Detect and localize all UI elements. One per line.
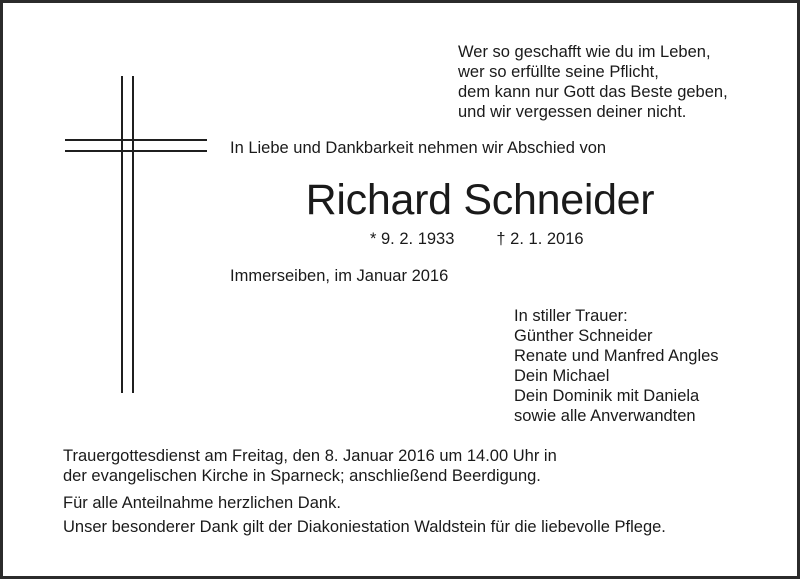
mourner-name: Dein Dominik mit Daniela — [514, 387, 700, 405]
thanks-line: Für alle Anteilnahme herzlichen Dank. — [63, 494, 341, 512]
life-dates — [370, 229, 584, 249]
intro-text: In Liebe und Dankbarkeit nehmen wir Abschied von — [230, 139, 607, 157]
death-date: † 2. 1. 2016 — [496, 230, 584, 248]
mourner-name: Dein Michael — [514, 367, 610, 385]
poem-line: wer so erfüllte seine Pflicht, — [458, 63, 659, 81]
funeral-service-info — [63, 446, 557, 486]
memorial-poem — [458, 42, 728, 122]
mourner-name: sowie alle Anverwandten — [514, 407, 696, 425]
cross-icon — [65, 76, 207, 393]
poem-line: Wer so geschafft wie du im Leben, — [458, 43, 711, 61]
poem-line: und wir vergessen deiner nicht. — [458, 103, 687, 121]
mourners-heading: In stiller Trauer: — [514, 307, 628, 325]
mourner-name: Renate und Manfred Angles — [514, 347, 719, 365]
place-date: Immerseiben, im Januar 2016 — [230, 267, 449, 285]
mourner-name: Günther Schneider — [514, 327, 653, 345]
thanks-line: Unser besonderer Dank gilt der Diakoniestation Waldstein für die liebevolle Pflege. — [63, 518, 666, 536]
birth-date: * 9. 2. 1933 — [370, 230, 455, 248]
deceased-name: Richard Schneider — [305, 176, 655, 224]
service-line: Trauergottesdienst am Freitag, den 8. Januar 2016 um 14.00 Uhr in — [63, 447, 557, 465]
poem-line: dem kann nur Gott das Beste geben, — [458, 83, 728, 101]
mourners-list — [514, 306, 719, 426]
service-line: der evangelischen Kirche in Sparneck; anschließend Beerdigung. — [63, 467, 541, 485]
